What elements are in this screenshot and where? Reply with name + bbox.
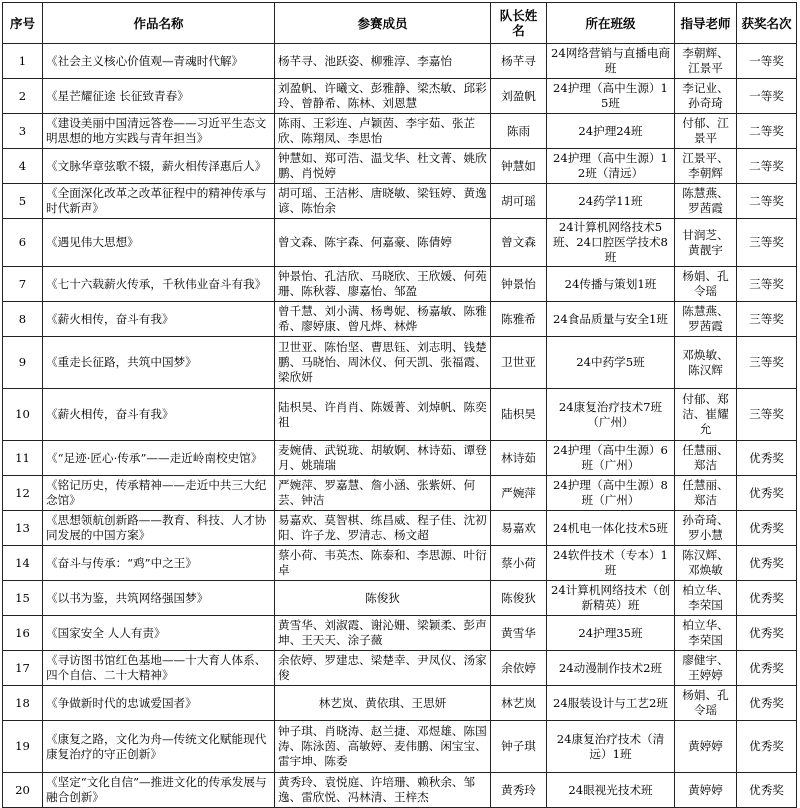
row-teacher: 江景平、李朝辉 [675, 149, 737, 184]
table-row [3, 476, 797, 511]
row-members: 钟景怡、孔洁欣、马晓欣、王欣媛、何苑珊、陈秋蓉、廖嘉怡、邹盈 [275, 267, 491, 302]
row-class: 24护理（高中生源）6班（广州） [547, 441, 675, 476]
row-award: 三等奖 [737, 337, 797, 389]
row-leader: 钟慧如 [491, 149, 547, 184]
row-no: 14 [3, 546, 43, 581]
row-title: 《重走长征路，共筑中国梦》 [43, 337, 275, 389]
row-class: 24动漫制作技术2班 [547, 651, 675, 686]
header-class: 所在班级 [547, 3, 675, 44]
row-members: 钟慧如、郑可浩、温戈华、杜文菁、姚欣鹏、肖悦婷 [275, 149, 491, 184]
row-class: 24药学11班 [547, 184, 675, 219]
row-title: 《全面深化改革之改革征程中的精神传承与时代新声》 [43, 184, 275, 219]
row-members: 曾文森、陈宇森、何嘉豪、陈倩婷 [275, 219, 491, 267]
row-award: 二等奖 [737, 114, 797, 149]
table-row [3, 773, 797, 808]
row-members: 蔡小荷、韦英杰、陈泰和、李思源、叶衍卓 [275, 546, 491, 581]
row-leader: 刘盈帆 [491, 79, 547, 114]
row-award: 三等奖 [737, 302, 797, 337]
row-class: 24康复治疗技术（清远）1班 [547, 721, 675, 773]
row-teacher: 任慧丽、郑洁 [675, 476, 737, 511]
row-title: 《争做新时代的忠诚爱国者》 [43, 686, 275, 721]
row-leader: 钟景怡 [491, 267, 547, 302]
row-leader: 易嘉欢 [491, 511, 547, 546]
row-title: 《建设美丽中国清远答卷——习近平生态文明思想的地方实践与青年担当》 [43, 114, 275, 149]
row-teacher: 杨娟、孔令瑶 [675, 267, 737, 302]
row-title: 《坚定“文化自信”—推进文化的传承发展与融合创新》 [43, 773, 275, 808]
row-teacher: 廖健宇、王婷婷 [675, 651, 737, 686]
row-leader: 卫世亚 [491, 337, 547, 389]
row-award: 优秀奖 [737, 476, 797, 511]
row-no: 19 [3, 721, 43, 773]
row-leader: 蔡小荷 [491, 546, 547, 581]
row-members: 胡可瑶、王洁彬、唐晓敏、梁钰婷、黄逸谚、陈怡余 [275, 184, 491, 219]
header-title: 作品名称 [43, 3, 275, 44]
row-award: 优秀奖 [737, 773, 797, 808]
row-teacher: 甘润芝、黄靓宇 [675, 219, 737, 267]
table-row [3, 721, 797, 773]
row-no: 16 [3, 616, 43, 651]
row-teacher: 黄婷婷 [675, 721, 737, 773]
header-no: 序号 [3, 3, 43, 44]
row-award: 优秀奖 [737, 581, 797, 616]
table-row [3, 267, 797, 302]
row-members: 余依婷、罗建忠、梁楚幸、尹凤仪、汤家俊 [275, 651, 491, 686]
row-class: 24眼视光技术班 [547, 773, 675, 808]
row-members: 黄雪华、刘淑霞、谢沁姗、梁颖柔、彭声坤、王天天、涂子薇 [275, 616, 491, 651]
row-leader: 严婉萍 [491, 476, 547, 511]
row-teacher: 黄婷婷 [675, 773, 737, 808]
row-members: 卫世亚、陈怡坚、曹思钰、刘志明、钱楚鹏、马晓怡、周沐仪、何天凯、张福霞、梁欣妍 [275, 337, 491, 389]
row-leader: 黄秀玲 [491, 773, 547, 808]
row-leader: 余依婷 [491, 651, 547, 686]
row-class: 24传播与策划1班 [547, 267, 675, 302]
row-title: 《寻访图书馆红色基地——十大育人体系、四个自信、二十大精神》 [43, 651, 275, 686]
row-leader: 陈雅希 [491, 302, 547, 337]
row-no: 6 [3, 219, 43, 267]
row-leader: 黄雪华 [491, 616, 547, 651]
row-members: 杨芊寻、池跃姿、柳雅淳、李嘉怡 [275, 44, 491, 79]
row-award: 二等奖 [737, 149, 797, 184]
row-no: 18 [3, 686, 43, 721]
row-title: 《康复之路，文化为舟—传统文化赋能现代康复治疗的守正创新》 [43, 721, 275, 773]
row-teacher: 付郁、江景平 [675, 114, 737, 149]
row-teacher: 付郁、郑洁、崔耀允 [675, 389, 737, 441]
header-award: 获奖名次 [737, 3, 797, 44]
row-teacher: 任慧丽、郑洁 [675, 441, 737, 476]
table-row [3, 546, 797, 581]
row-award: 优秀奖 [737, 441, 797, 476]
row-class: 24计算机网络技术（创新精英）班 [547, 581, 675, 616]
row-members: 麦婉倩、武锐珑、胡敏婀、林诗茹、谭登月、姚瑞瑞 [275, 441, 491, 476]
row-members: 易嘉欢、莫智棋、练昌威、程子佳、沈初阳、许子龙、罗清志、杨文超 [275, 511, 491, 546]
row-title: 《国家安全 人人有责》 [43, 616, 275, 651]
row-teacher: 杨娟、孔令瑶 [675, 686, 737, 721]
row-title: 《薪火相传，奋斗有我》 [43, 302, 275, 337]
table-row [3, 616, 797, 651]
award-table-wrapper [2, 2, 797, 808]
row-no: 13 [3, 511, 43, 546]
row-teacher: 陈汉辉、邓焕敏 [675, 546, 737, 581]
row-award: 三等奖 [737, 389, 797, 441]
row-teacher: 陈慧燕、罗茜霞 [675, 184, 737, 219]
row-leader: 钟子琪 [491, 721, 547, 773]
row-title: 《星芒耀征途 长征致青春》 [43, 79, 275, 114]
row-members: 陈俊狄 [275, 581, 491, 616]
row-members: 陈雨、王彩连、卢颖茵、李宇茹、张芷欣、陈翔凤、李思怡 [275, 114, 491, 149]
row-class: 24护理24班 [547, 114, 675, 149]
row-award: 二等奖 [737, 184, 797, 219]
row-title: 《薪火相传，奋斗有我》 [43, 389, 275, 441]
table-row [3, 184, 797, 219]
row-no: 11 [3, 441, 43, 476]
row-title: 《以书为鉴，共筑网络强国梦》 [43, 581, 275, 616]
row-no: 20 [3, 773, 43, 808]
row-award: 优秀奖 [737, 511, 797, 546]
row-title: 《铭记历史，传承精神——走近中共三大纪念馆》 [43, 476, 275, 511]
table-row [3, 302, 797, 337]
row-teacher: 陈慧燕、罗茜霞 [675, 302, 737, 337]
row-class: 24康复治疗技术7班（广州） [547, 389, 675, 441]
row-members: 刘盈帆、许曦文、彭雅静、梁杰敏、邱彩玲、曾静希、陈林、刘恩慧 [275, 79, 491, 114]
row-award: 一等奖 [737, 44, 797, 79]
row-leader: 陆枳昊 [491, 389, 547, 441]
row-title: 《文脉华章弦歌不辍，薪火相传泽惠后人》 [43, 149, 275, 184]
table-row [3, 686, 797, 721]
row-class: 24软件技术（专本）1班 [547, 546, 675, 581]
row-no: 17 [3, 651, 43, 686]
row-no: 12 [3, 476, 43, 511]
table-row [3, 651, 797, 686]
table-row [3, 337, 797, 389]
row-title: 《思想领航创新路——教育、科技、人才协同发展的中国方案》 [43, 511, 275, 546]
row-class: 24服装设计与工艺2班 [547, 686, 675, 721]
row-members: 陆枳昊、许肖肖、陈媛菁、刘焯帆、陈奕祖 [275, 389, 491, 441]
row-leader: 陈雨 [491, 114, 547, 149]
row-class: 24护理（高中生源）8班（广州） [547, 476, 675, 511]
row-leader: 胡可瑶 [491, 184, 547, 219]
row-leader: 曾文森 [491, 219, 547, 267]
row-award: 优秀奖 [737, 546, 797, 581]
row-title: 《社会主义核心价值观—青魂时代解》 [43, 44, 275, 79]
row-award: 优秀奖 [737, 721, 797, 773]
row-no: 9 [3, 337, 43, 389]
award-table [2, 2, 797, 808]
row-no: 1 [3, 44, 43, 79]
row-members: 钟子琪、肖晓涛、赵兰捷、邓煜雄、陈国涛、陈泳茵、高敏婷、麦伟鹏、闲宝宝、雷宇坤、陈委 [275, 721, 491, 773]
table-row [3, 441, 797, 476]
row-no: 8 [3, 302, 43, 337]
row-class: 24护理35班 [547, 616, 675, 651]
row-no: 3 [3, 114, 43, 149]
table-row [3, 511, 797, 546]
row-teacher: 李记业、孙奇琦 [675, 79, 737, 114]
row-no: 4 [3, 149, 43, 184]
row-class: 24护理（高中生源）12班（清远） [547, 149, 675, 184]
row-leader: 林艺岚 [491, 686, 547, 721]
row-award: 优秀奖 [737, 616, 797, 651]
row-teacher: 李朝辉、江景平 [675, 44, 737, 79]
table-row [3, 581, 797, 616]
row-teacher: 柏立华、李荣国 [675, 616, 737, 651]
row-class: 24计算机网络技术5班、24口腔医学技术8班 [547, 219, 675, 267]
row-members: 严婉萍、罗嘉慧、詹小涵、张紫妍、何芸、钟洁 [275, 476, 491, 511]
table-row [3, 149, 797, 184]
row-leader: 陈俊狄 [491, 581, 547, 616]
row-class: 24护理（高中生源）15班 [547, 79, 675, 114]
row-teacher: 孙奇琦、罗小慧 [675, 511, 737, 546]
header-teacher: 指导老师 [675, 3, 737, 44]
row-no: 2 [3, 79, 43, 114]
row-title: 《“足迹·匠心·传承”——走近岭南校史馆》 [43, 441, 275, 476]
row-no: 5 [3, 184, 43, 219]
row-class: 24机电一体化技术5班 [547, 511, 675, 546]
header-row [3, 3, 797, 44]
table-row [3, 79, 797, 114]
row-award: 优秀奖 [737, 686, 797, 721]
table-row [3, 219, 797, 267]
row-members: 曾千慧、刘小满、杨粤妮、杨嘉敏、陈雅希、廖婷康、曾凡烨、林烨 [275, 302, 491, 337]
row-award: 三等奖 [737, 267, 797, 302]
row-teacher: 邓焕敏、陈汉辉 [675, 337, 737, 389]
row-no: 15 [3, 581, 43, 616]
row-leader: 杨芊寻 [491, 44, 547, 79]
row-leader: 林诗茹 [491, 441, 547, 476]
row-no: 7 [3, 267, 43, 302]
row-class: 24食品质量与安全1班 [547, 302, 675, 337]
row-no: 10 [3, 389, 43, 441]
row-title: 《奋斗与传承：“鸡”中之王》 [43, 546, 275, 581]
row-class: 24网络营销与直播电商班 [547, 44, 675, 79]
row-title: 《七十六载薪火传承，千秋伟业奋斗有我》 [43, 267, 275, 302]
row-award: 一等奖 [737, 79, 797, 114]
table-row [3, 44, 797, 79]
table-row [3, 389, 797, 441]
row-title: 《遇见伟大思想》 [43, 219, 275, 267]
row-teacher: 柏立华、李荣国 [675, 581, 737, 616]
row-award: 三等奖 [737, 219, 797, 267]
row-members: 黄秀玲、袁悦庭、许培珊、赖秋余、邹逸、雷欣悦、冯林清、王梓杰 [275, 773, 491, 808]
header-members: 参赛成员 [275, 3, 491, 44]
row-members: 林艺岚、黄依琪、王思妍 [275, 686, 491, 721]
table-row [3, 114, 797, 149]
header-leader: 队长姓名 [491, 3, 547, 44]
row-class: 24中药学5班 [547, 337, 675, 389]
row-award: 优秀奖 [737, 651, 797, 686]
